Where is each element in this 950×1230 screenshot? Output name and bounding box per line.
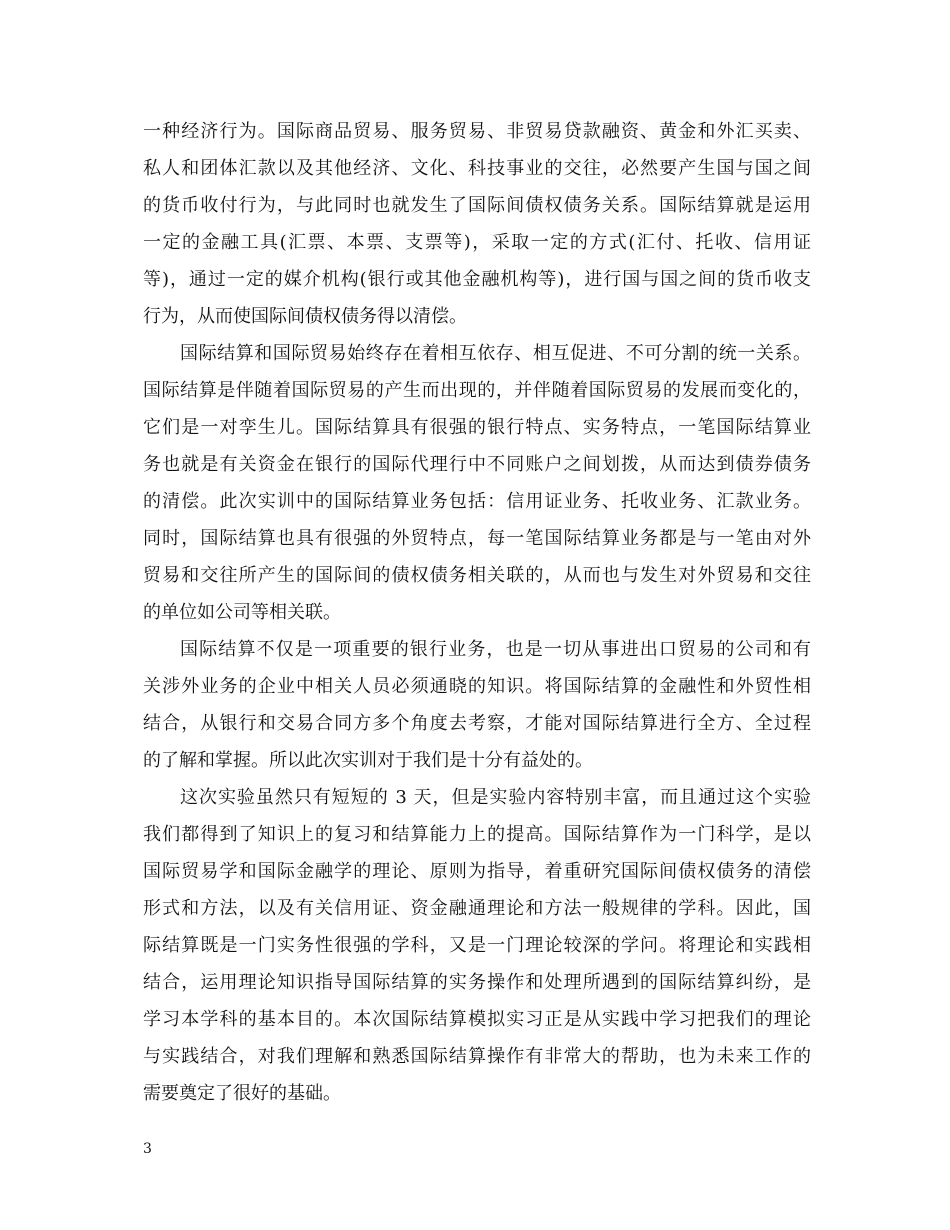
text-line: 学习本学科的基本目的。本次国际结算模拟实习正是从实践中学习把我们的理论 (143, 1009, 811, 1030)
text-line: 它们是一对孪生儿。国际结算具有很强的银行特点、实务特点，一笔国际结算业 (143, 417, 811, 438)
body-text (143, 113, 811, 1112)
text-line: 的单位如公司等相关联。 (143, 602, 341, 623)
paragraph-1 (143, 113, 811, 335)
text-line: 这次实验虽然只有短短的 3 天，但是实验内容特别丰富，而且通过这个实验 (180, 787, 811, 808)
paragraph-2 (143, 335, 811, 631)
text-line: 的了解和掌握。所以此次实训对于我们是十分有益处的。 (143, 750, 593, 771)
text-line: 一定的金融工具(汇票、本票、支票等)，采取一定的方式(汇付、托收、信用证 (143, 232, 811, 253)
text-line: 的清偿。此次实训中的国际结算业务包括：信用证业务、托收业务、汇款业务。 (143, 491, 811, 512)
text-line: 行为，从而使国际间债权债务得以清偿。 (143, 306, 467, 327)
text-line: 国际结算不仅是一项重要的银行业务，也是一切从事进出口贸易的公司和有 (180, 639, 811, 660)
text-line: 私人和团体汇款以及其他经济、文化、科技事业的交往，必然要产生国与国之间 (143, 158, 811, 179)
text-line: 一种经济行为。国际商品贸易、服务贸易、非贸易贷款融资、黄金和外汇买卖、 (143, 121, 811, 142)
text-line: 国际结算和国际贸易始终存在着相互依存、相互促进、不可分割的统一关系。 (180, 343, 811, 364)
text-line: 关涉外业务的企业中相关人员必须通晓的知识。将国际结算的金融性和外贸性相 (143, 676, 811, 697)
text-line: 国际结算是伴随着国际贸易的产生而出现的，并伴随着国际贸易的发展而变化的， (143, 380, 811, 401)
text-line: 与实践结合，对我们理解和熟悉国际结算操作有非常大的帮助，也为未来工作的 (143, 1046, 811, 1067)
text-line: 结合，从银行和交易合同方多个角度去考察，才能对国际结算进行全方、全过程 (143, 713, 811, 734)
text-line: 国际贸易学和国际金融学的理论、原则为指导，着重研究国际间债权债务的清偿 (143, 861, 811, 882)
text-line: 同时，国际结算也具有很强的外贸特点，每一笔国际结算业务都是与一笔由对外 (143, 528, 811, 549)
text-line: 际结算既是一门实务性很强的学科，又是一门理论较深的学问。将理论和实践相 (143, 935, 811, 956)
text-line: 结合，运用理论知识指导国际结算的实务操作和处理所遇到的国际结算纠纷，是 (143, 972, 811, 993)
text-line: 等)，通过一定的媒介机构(银行或其他金融机构等)，进行国与国之间的货币收支 (143, 269, 811, 290)
text-line: 我们都得到了知识上的复习和结算能力上的提高。国际结算作为一门科学，是以 (143, 824, 811, 845)
page-number: 3 (143, 1141, 152, 1157)
paragraph-3 (143, 631, 811, 779)
text-line: 的货币收付行为，与此同时也就发生了国际间债权债务关系。国际结算就是运用 (143, 195, 811, 216)
text-line: 务也就是有关资金在银行的国际代理行中不同账户之间划拨，从而达到债券债务 (143, 454, 811, 475)
text-line: 贸易和交往所产生的国际间的债权债务相关联的，从而也与发生对外贸易和交往 (143, 565, 811, 586)
text-line: 需要奠定了很好的基础。 (143, 1083, 341, 1104)
text-line: 形式和方法，以及有关信用证、资金融通理论和方法一般规律的学科。因此，国 (143, 898, 811, 919)
paragraph-4 (143, 779, 811, 1112)
